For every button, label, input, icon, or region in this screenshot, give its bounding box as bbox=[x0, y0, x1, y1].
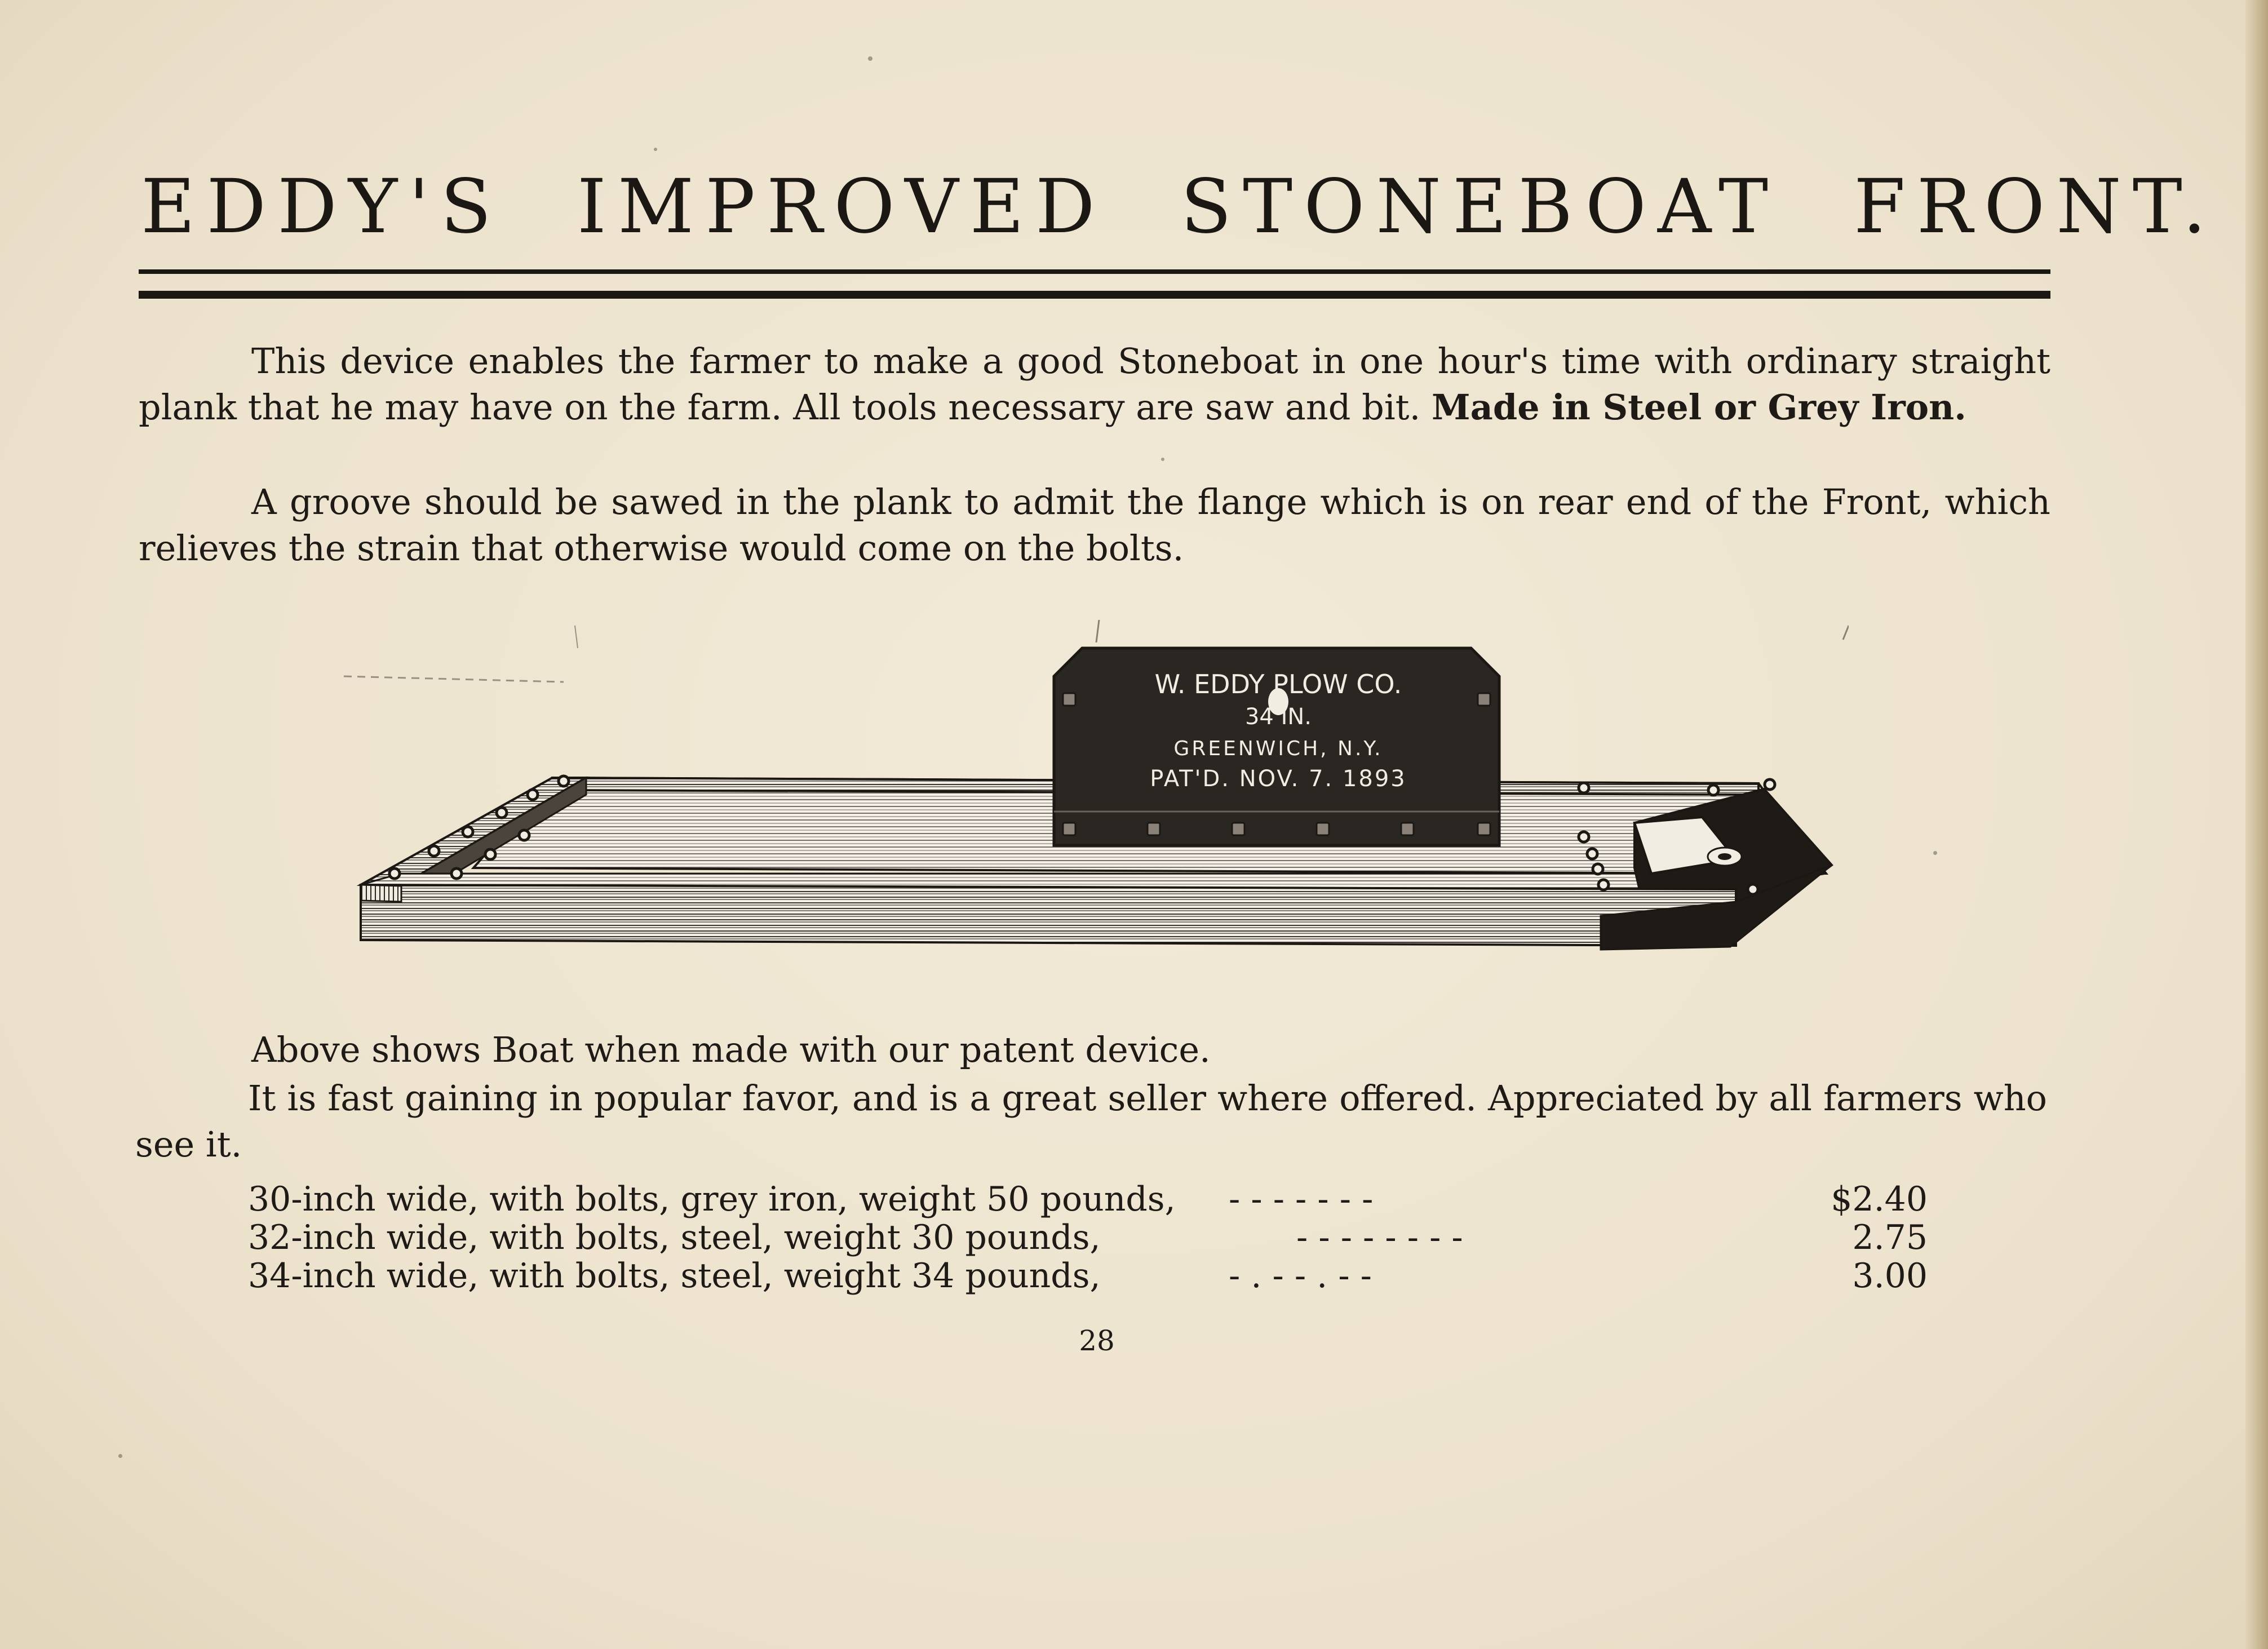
paragraph-above-shows: Above shows Boat when made with our patent device. bbox=[251, 1029, 1211, 1070]
price-row-description: 30-inch wide, with bolts, grey iron, weight 50 pounds, bbox=[248, 1180, 1176, 1219]
price-row-leader: - - - - - - - bbox=[1229, 1180, 1374, 1219]
paragraph-intro bbox=[139, 338, 2050, 431]
plate-line-patent: PAT'D. NOV. 7. 1893 bbox=[1150, 766, 1407, 792]
price-row-leader: - - - - - - - - bbox=[1296, 1218, 1463, 1257]
paragraph-intro-text: This device enables the farmer to make a good Stoneboat in one hour's time with ordinary straight plank that he may have on the farm. All tools necessary are saw and bit. bbox=[139, 340, 2050, 428]
paper-speck bbox=[1161, 458, 1164, 461]
plate-line-maker: W. EDDY PLOW CO. bbox=[1154, 669, 1402, 699]
paragraph-groove: A groove should be sawed in the plank to admit the flange which is on rear end of the Front, which relieves the strain that otherwise would come on the bolts. bbox=[139, 481, 2050, 569]
paragraph-popular: It is fast gaining in popular favor, and is a great seller where offered. Appreciated by all farmers who see it. bbox=[135, 1078, 2047, 1165]
price-row-amount: 2.75 bbox=[1852, 1218, 1928, 1257]
price-row bbox=[248, 1257, 1928, 1295]
paper-speck bbox=[868, 56, 872, 61]
title-rule-thin bbox=[139, 269, 2050, 274]
price-row-description: 34-inch wide, with bolts, steel, weight 34 pounds, bbox=[248, 1256, 1101, 1296]
stoneboat-illustration bbox=[338, 609, 1849, 981]
paragraph-intro-bold: Made in Steel or Grey Iron. bbox=[1432, 387, 1966, 428]
plate-line-size: 34 IN. bbox=[1244, 704, 1312, 730]
page-number: 28 bbox=[1079, 1324, 1115, 1357]
paper-speck bbox=[1933, 851, 1937, 855]
plate-line-town: GREENWICH, N.Y. bbox=[1173, 737, 1383, 760]
paper-speck bbox=[654, 148, 657, 151]
title-rule-thick bbox=[139, 291, 2050, 299]
price-row-amount: $2.40 bbox=[1831, 1180, 1928, 1219]
paper-speck bbox=[118, 1454, 122, 1458]
price-list bbox=[248, 1180, 1928, 1295]
price-row-description: 32-inch wide, with bolts, steel, weight 30 pounds, bbox=[248, 1218, 1101, 1257]
page-spine-shadow bbox=[2245, 0, 2268, 1649]
price-row bbox=[248, 1218, 1928, 1257]
price-row-leader: - . - - . - - bbox=[1229, 1256, 1372, 1296]
page-title: EDDY'S IMPROVED STONEBOAT FRONT. bbox=[141, 163, 2218, 250]
price-row-amount: 3.00 bbox=[1852, 1256, 1928, 1296]
price-row bbox=[248, 1180, 1928, 1218]
